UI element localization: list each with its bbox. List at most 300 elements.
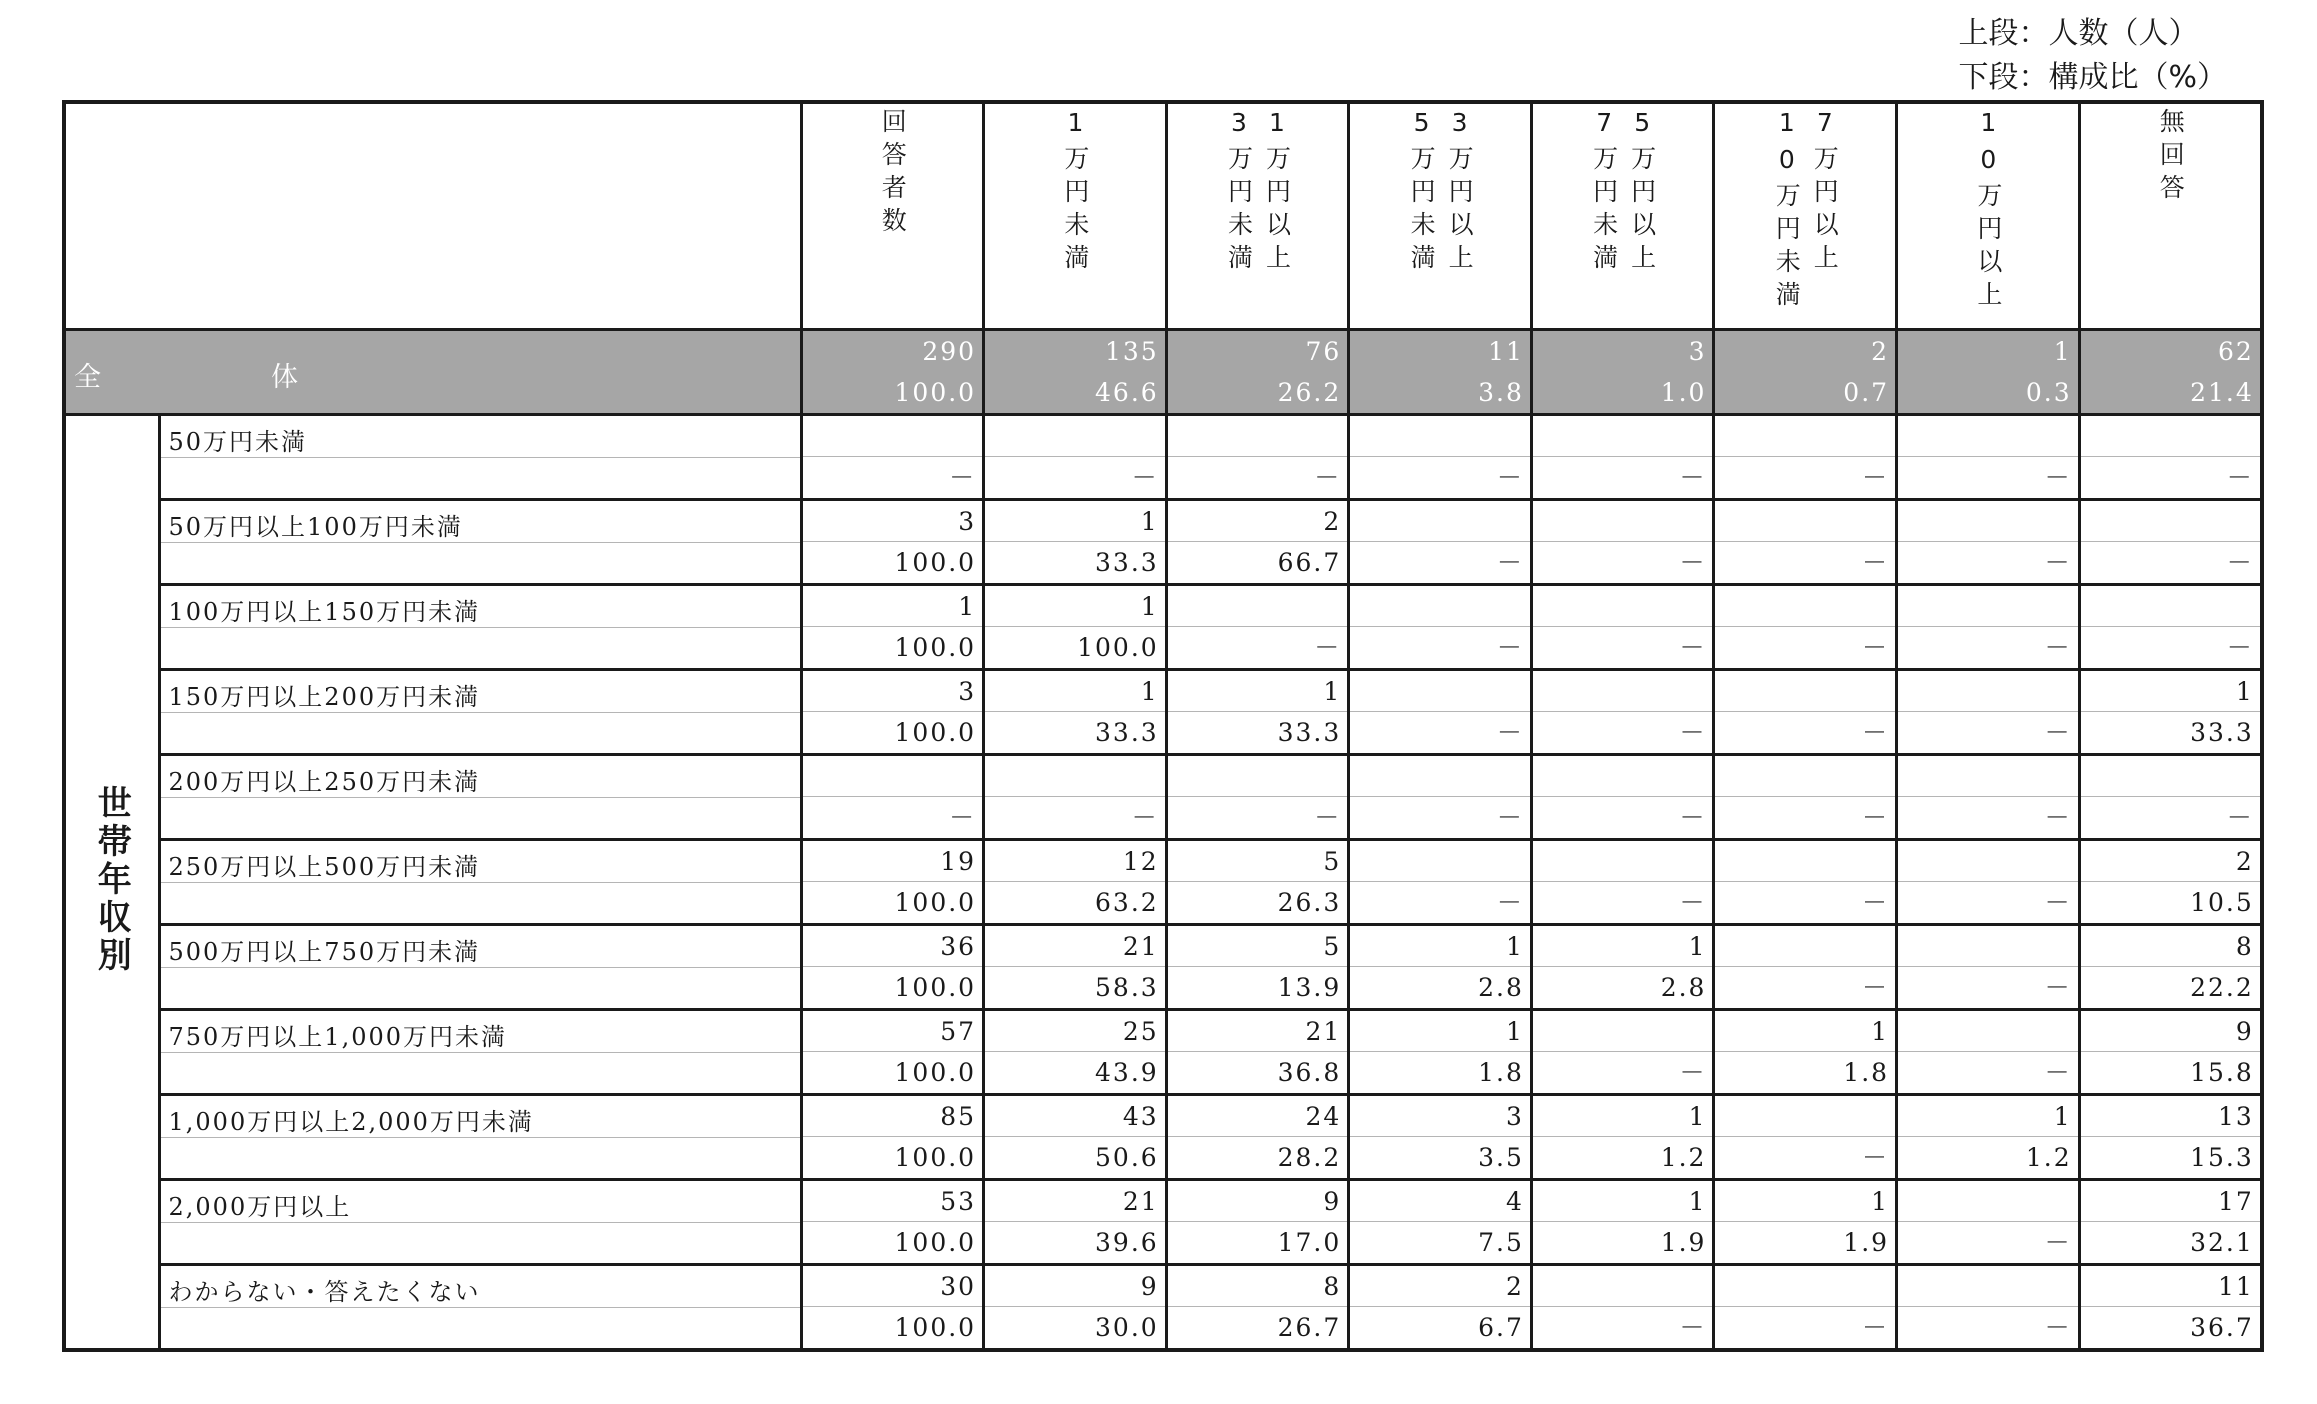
count-value [1533, 1011, 1713, 1052]
value-cell [1897, 1180, 2080, 1265]
percent-value: 0.3 [2025, 378, 2072, 407]
count-value [2081, 416, 2260, 457]
value-cell [1897, 500, 2080, 585]
row-label [159, 670, 801, 755]
count-value [1898, 1181, 2078, 1222]
percent-value: － [1862, 1143, 1890, 1172]
column-header [984, 102, 1167, 330]
value-cell [1897, 1010, 2080, 1095]
value-cell [1714, 1265, 1897, 1351]
column-header-text: 5万円未満 [1407, 108, 1437, 277]
count-value: 1 [1715, 1181, 1895, 1222]
count-value: 290 [922, 337, 977, 366]
percent-value: 1.8 [1478, 1058, 1524, 1087]
percent-value: － [1862, 718, 1890, 747]
percent-value: 17.0 [1277, 1228, 1342, 1257]
row-label [159, 840, 801, 925]
percent-value: 100.0 [894, 1058, 977, 1087]
value-cell [984, 1180, 1167, 1265]
value-cell [2079, 1095, 2262, 1180]
count-value: 62 [2217, 337, 2254, 366]
value-cell [1349, 500, 1532, 585]
column-header-lines [803, 104, 983, 240]
count-value: 24 [1168, 1096, 1348, 1137]
percent-value: － [949, 463, 977, 492]
percent-value: － [2226, 463, 2254, 492]
percent-value: 26.7 [1277, 1313, 1342, 1342]
count-value [2081, 501, 2260, 542]
count-value: 3 [1688, 337, 1707, 366]
count-value: 21 [1168, 1011, 1348, 1052]
total-label [64, 330, 801, 415]
percent-value: － [1679, 718, 1707, 747]
count-value [1715, 1266, 1895, 1307]
count-value: 12 [985, 841, 1165, 882]
count-value: 36 [803, 926, 983, 967]
row-label-text: 2,000万円以上 [168, 1193, 352, 1221]
row-label [159, 585, 801, 670]
percent-value: － [1862, 803, 1890, 832]
count-value: 1 [1533, 1096, 1713, 1137]
percent-value: － [2044, 1058, 2072, 1087]
value-cell [984, 330, 1167, 415]
value-cell [1166, 755, 1349, 840]
header-row [64, 102, 2262, 330]
value-cell [1714, 925, 1897, 1010]
percent-value: － [1862, 633, 1890, 662]
percent-value: － [2044, 1228, 2072, 1257]
value-cell [1897, 840, 2080, 925]
value-cell [801, 1180, 984, 1265]
row-label [159, 500, 801, 585]
value-cell [984, 585, 1167, 670]
value-cell [801, 670, 984, 755]
count-value [1533, 501, 1713, 542]
table-row [64, 925, 2262, 1010]
value-cell [1531, 840, 1714, 925]
value-cell [2079, 1010, 2262, 1095]
value-cell [2079, 1265, 2262, 1351]
value-cell [801, 755, 984, 840]
count-value: 1 [1350, 926, 1530, 967]
percent-value: 1.0 [1660, 378, 1707, 407]
value-cell [1166, 670, 1349, 755]
percent-value: 21.4 [2190, 378, 2254, 407]
value-cell [1531, 1180, 1714, 1265]
value-cell [1714, 1095, 1897, 1180]
value-cell [1897, 1095, 2080, 1180]
percent-value: 100.0 [894, 888, 977, 917]
column-header-text: 10万円以上 [1973, 108, 2003, 314]
count-value: 5 [1168, 841, 1348, 882]
value-cell [1166, 585, 1349, 670]
column-header-text: 7万円未満 [1589, 108, 1619, 277]
count-value: 1 [2081, 671, 2260, 712]
value-cell [1714, 500, 1897, 585]
percent-value: 100.0 [894, 1313, 977, 1342]
row-label [159, 755, 801, 840]
column-header [801, 102, 984, 330]
percent-value: － [1496, 888, 1524, 917]
percent-value: 26.2 [1277, 378, 1342, 407]
count-value: 1 [985, 586, 1165, 627]
percent-value: 2.8 [1660, 973, 1707, 1002]
percent-value: － [2044, 803, 2072, 832]
count-value [1533, 756, 1713, 797]
percent-value: － [1862, 548, 1890, 577]
value-cell [2079, 755, 2262, 840]
percent-value: － [1679, 1313, 1707, 1342]
category-cell [64, 415, 159, 1351]
column-header-text: 回答者数 [878, 108, 908, 240]
value-cell [1897, 925, 2080, 1010]
count-value: 43 [985, 1096, 1165, 1137]
count-value [1533, 416, 1713, 457]
percent-value: 15.3 [2190, 1143, 2254, 1172]
row-label-text: 50万円未満 [168, 428, 308, 456]
value-cell [2079, 840, 2262, 925]
value-cell [1714, 1010, 1897, 1095]
count-value: 3 [1350, 1096, 1530, 1137]
column-header-text: 3万円以上 [1445, 108, 1475, 277]
value-cell [1166, 330, 1349, 415]
count-value [1168, 586, 1348, 627]
row-label-text: 50万円以上100万円未満 [168, 513, 463, 541]
table-row [64, 670, 2262, 755]
table-row [64, 1265, 2262, 1351]
total-label-a: 全 [74, 362, 101, 393]
count-value: 1 [985, 501, 1165, 542]
count-value [1898, 926, 2078, 967]
count-value [1898, 1011, 2078, 1052]
count-value [1898, 671, 2078, 712]
row-label-text: わからない・答えたくない [168, 1278, 481, 1306]
value-cell [1714, 1180, 1897, 1265]
column-header-text: 10万円未満 [1772, 108, 1802, 314]
count-value: 19 [803, 841, 983, 882]
value-cell [1531, 670, 1714, 755]
column-header [1166, 102, 1349, 330]
count-value [2081, 586, 2260, 627]
percent-value: 30.0 [1095, 1313, 1159, 1342]
value-cell [1714, 670, 1897, 755]
percent-value: 46.6 [1095, 378, 1159, 407]
percent-value: 66.7 [1277, 548, 1342, 577]
row-label [159, 1010, 801, 1095]
value-cell [1166, 1095, 1349, 1180]
count-value: 21 [985, 926, 1165, 967]
percent-value: 7.5 [1478, 1228, 1524, 1257]
percent-value: － [1496, 633, 1524, 662]
value-cell [984, 1095, 1167, 1180]
value-cell [1349, 585, 1532, 670]
count-value [803, 416, 983, 457]
row-label-text: 750万円以上1,000万円未満 [168, 1023, 508, 1051]
value-cell [984, 670, 1167, 755]
percent-value: 33.3 [2190, 718, 2254, 747]
value-cell [1166, 415, 1349, 500]
count-value [1715, 416, 1895, 457]
count-value [1715, 756, 1895, 797]
percent-value: 13.9 [1277, 973, 1342, 1002]
value-cell [984, 500, 1167, 585]
value-cell [1531, 925, 1714, 1010]
count-value [985, 756, 1165, 797]
value-cell [1166, 840, 1349, 925]
percent-value: 36.8 [1277, 1058, 1342, 1087]
percent-value: 1.9 [1660, 1228, 1707, 1257]
count-value [1715, 671, 1895, 712]
percent-value: 100.0 [894, 1228, 977, 1257]
percent-value: － [1679, 463, 1707, 492]
count-value [1168, 756, 1348, 797]
total-label-b: 体 [271, 362, 298, 393]
percent-value: 2.8 [1478, 973, 1524, 1002]
percent-value: － [2044, 548, 2072, 577]
count-value: 1 [1898, 1096, 2078, 1137]
value-cell [1349, 1095, 1532, 1180]
count-value: 57 [803, 1011, 983, 1052]
percent-value: － [1496, 803, 1524, 832]
percent-value: － [2226, 548, 2254, 577]
count-value: 2 [1350, 1266, 1530, 1307]
value-cell [1349, 1265, 1532, 1351]
column-header [2079, 102, 2262, 330]
percent-value: 63.2 [1095, 888, 1159, 917]
column-header-lines [1533, 104, 1713, 277]
total-row [64, 330, 2262, 415]
percent-value: 1.8 [1843, 1058, 1890, 1087]
column-header [1349, 102, 1532, 330]
percent-value: 0.7 [1843, 378, 1890, 407]
count-value [1350, 756, 1530, 797]
value-cell [1531, 1265, 1714, 1351]
row-label [159, 1095, 801, 1180]
percent-value: 15.8 [2190, 1058, 2254, 1087]
percent-value: 10.5 [2190, 888, 2254, 917]
percent-value: － [1679, 888, 1707, 917]
column-header-text: 無回答 [2156, 108, 2186, 207]
count-value [1898, 416, 2078, 457]
count-value [1350, 416, 1530, 457]
value-cell [1897, 670, 2080, 755]
percent-value: 33.3 [1277, 718, 1342, 747]
count-value [1715, 926, 1895, 967]
percent-value: － [1314, 633, 1342, 662]
value-cell [1531, 755, 1714, 840]
percent-value: － [1679, 548, 1707, 577]
percent-value: － [1496, 463, 1524, 492]
count-value [1533, 841, 1713, 882]
value-cell [984, 755, 1167, 840]
value-cell [1897, 415, 2080, 500]
column-header-text: 3万円未満 [1224, 108, 1254, 277]
legend-lower: 下段：構成比（%） [1958, 60, 2227, 95]
value-cell [1166, 1010, 1349, 1095]
count-value [1350, 671, 1530, 712]
value-cell [1714, 585, 1897, 670]
value-cell [801, 330, 984, 415]
percent-value: 1.2 [1660, 1143, 1707, 1172]
percent-value: 6.7 [1478, 1313, 1524, 1342]
column-header-lines [2081, 104, 2260, 207]
row-label-text: 150万円以上200万円未満 [168, 683, 481, 711]
percent-value: 100.0 [894, 633, 977, 662]
count-value [1168, 416, 1348, 457]
legend-upper: 上段：人数（人） [1958, 16, 2199, 51]
value-cell [801, 585, 984, 670]
count-value: 3 [803, 671, 983, 712]
count-value [1898, 756, 2078, 797]
row-label-text: 1,000万円以上2,000万円未満 [168, 1108, 534, 1136]
count-value [1350, 841, 1530, 882]
percent-value: 43.9 [1095, 1058, 1159, 1087]
percent-value: － [1496, 548, 1524, 577]
row-label-text: 500万円以上750万円未満 [168, 938, 481, 966]
count-value [1715, 501, 1895, 542]
percent-value: － [2044, 973, 2072, 1002]
count-value: 1 [1533, 926, 1713, 967]
value-cell [1531, 415, 1714, 500]
count-value: 9 [1168, 1181, 1348, 1222]
count-value: 53 [803, 1181, 983, 1222]
value-cell [1166, 1180, 1349, 1265]
value-cell [1349, 330, 1532, 415]
value-cell [1897, 585, 2080, 670]
count-value [1898, 841, 2078, 882]
column-header-text: 5万円以上 [1627, 108, 1657, 277]
row-label-text: 250万円以上500万円未満 [168, 853, 481, 881]
value-cell [2079, 585, 2262, 670]
value-cell [984, 1265, 1167, 1351]
value-cell [2079, 925, 2262, 1010]
count-value: 13 [2081, 1096, 2260, 1137]
percent-value: 100.0 [894, 973, 977, 1002]
table-row [64, 1010, 2262, 1095]
count-value: 1 [1350, 1011, 1530, 1052]
count-value: 4 [1350, 1181, 1530, 1222]
percent-value: － [1679, 1058, 1707, 1087]
count-value: 25 [985, 1011, 1165, 1052]
count-value: 1 [803, 586, 983, 627]
count-value: 2 [1871, 337, 1890, 366]
table-row [64, 755, 2262, 840]
value-cell [801, 840, 984, 925]
percent-value: 100.0 [894, 548, 977, 577]
percent-value: － [2044, 463, 2072, 492]
value-cell [2079, 415, 2262, 500]
percent-value: － [2044, 718, 2072, 747]
percent-value: － [2044, 1313, 2072, 1342]
column-header [1714, 102, 1897, 330]
value-cell [984, 925, 1167, 1010]
count-value: 1 [985, 671, 1165, 712]
column-header-lines [1898, 104, 2078, 314]
count-value: 1 [1715, 1011, 1895, 1052]
count-value: 3 [803, 501, 983, 542]
value-cell [801, 1095, 984, 1180]
count-value: 135 [1104, 337, 1159, 366]
value-cell [1714, 415, 1897, 500]
percent-value: 39.6 [1095, 1228, 1159, 1257]
row-label [159, 925, 801, 1010]
table-row [64, 585, 2262, 670]
percent-value: 28.2 [1277, 1143, 1342, 1172]
value-cell [1531, 1095, 1714, 1180]
percent-value: 33.3 [1095, 718, 1159, 747]
value-cell [1166, 925, 1349, 1010]
value-cell [2079, 1180, 2262, 1265]
count-value [1350, 501, 1530, 542]
column-header-lines [1168, 104, 1348, 277]
percent-value: 36.7 [2190, 1313, 2254, 1342]
column-header [1531, 102, 1714, 330]
percent-value: － [1862, 888, 1890, 917]
column-header [1897, 102, 2080, 330]
percent-value: － [1131, 803, 1159, 832]
table-row [64, 840, 2262, 925]
count-value [1533, 671, 1713, 712]
percent-value: 32.1 [2190, 1228, 2254, 1257]
count-value [1715, 586, 1895, 627]
percent-value: － [1314, 463, 1342, 492]
percent-value: － [2044, 633, 2072, 662]
count-value [1898, 501, 2078, 542]
percent-value: 100.0 [1077, 633, 1159, 662]
count-value: 2 [2081, 841, 2260, 882]
percent-value: 100.0 [894, 378, 977, 407]
value-cell [801, 1010, 984, 1095]
value-cell [1349, 1180, 1532, 1265]
count-value: 76 [1305, 337, 1342, 366]
value-cell [2079, 500, 2262, 585]
percent-value: 26.3 [1277, 888, 1342, 917]
percent-value: 22.2 [2190, 973, 2254, 1002]
value-cell [2079, 330, 2262, 415]
count-value: 30 [803, 1266, 983, 1307]
count-value: 9 [2081, 1011, 2260, 1052]
table-row [64, 500, 2262, 585]
count-value: 1 [2053, 337, 2072, 366]
percent-value: － [1496, 718, 1524, 747]
value-cell [1349, 1010, 1532, 1095]
value-cell [984, 1010, 1167, 1095]
header-blank-cell [64, 102, 801, 330]
percent-value: 33.3 [1095, 548, 1159, 577]
percent-value: － [2226, 633, 2254, 662]
value-cell [801, 1265, 984, 1351]
value-cell [2079, 670, 2262, 755]
value-cell [1531, 330, 1714, 415]
percent-value: 1.9 [1843, 1228, 1890, 1257]
percent-value: － [2044, 888, 2072, 917]
count-value [1350, 586, 1530, 627]
count-value: 11 [2081, 1266, 2260, 1307]
value-cell [1531, 500, 1714, 585]
row-label [159, 1180, 801, 1265]
percent-value: 3.5 [1478, 1143, 1524, 1172]
count-value [1533, 586, 1713, 627]
row-label-text: 100万円以上150万円未満 [168, 598, 481, 626]
table-row [64, 415, 2262, 500]
value-cell [1897, 330, 2080, 415]
value-cell [1714, 330, 1897, 415]
count-value [1715, 1096, 1895, 1137]
column-header-text: 1万円以上 [1262, 108, 1292, 277]
value-cell [1897, 755, 2080, 840]
value-cell [984, 840, 1167, 925]
cross-tab-table [62, 100, 2264, 1352]
